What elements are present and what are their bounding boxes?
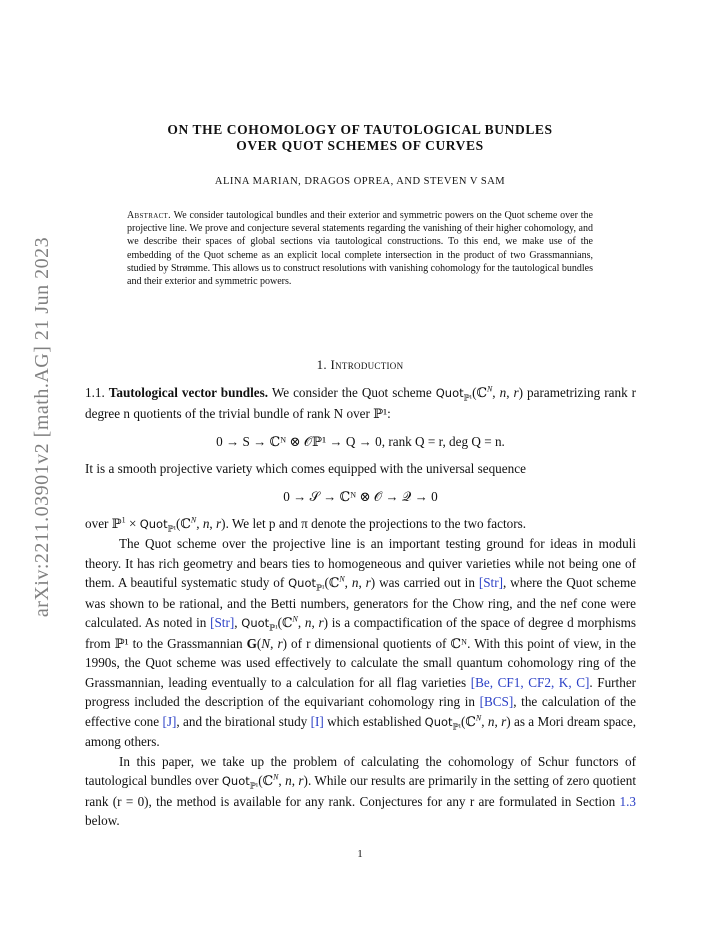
citation-link[interactable]: [J] <box>162 713 177 729</box>
citation-link[interactable]: CF1 <box>497 674 521 690</box>
citation-link[interactable]: Be <box>475 674 490 690</box>
arxiv-identifier: arXiv:2211.03901v2 [math.AG] 21 Jun 2023 <box>31 236 53 618</box>
section-heading: 1. Introduction <box>316 357 404 372</box>
page-number: 1 <box>357 848 363 860</box>
paper-title-line-1: ON THE COHOMOLOGY OF TAUTOLOGICAL BUNDLES <box>167 122 553 137</box>
body-text <box>85 383 636 831</box>
citation-link[interactable]: C <box>576 674 585 690</box>
subsection-title: Tautological vector bundles. <box>108 385 269 400</box>
abstract-heading: Abstract. <box>127 210 171 221</box>
paragraph: In this paper, we take up the problem of calculating the cohomology of Schur functors of tautological bundles over Quot$_{ℙ^1}$(ℂ$^N$, n, r). While our results are primarily in the setting of zero quotient rank (r = 0), the method is available for any rank. Conjectures for any r are formulated in Section 1.3 below. <box>85 753 637 828</box>
citation-link[interactable]: K <box>558 674 569 690</box>
citation-link[interactable]: [Str] <box>478 575 503 590</box>
paragraph: over ℙ$^1$ × Quot$_{ℙ^1}$(ℂ$^N$, n, r). We let p and π denote the projections to the two factors. <box>85 515 527 534</box>
citation-link[interactable]: [BCS] <box>479 694 514 709</box>
citation-link[interactable]: [Str] <box>210 615 235 630</box>
citation-link[interactable]: [I] <box>310 713 324 729</box>
abstract-text: We consider tautological bundles and their exterior and symmetric powers on the Quot scheme over the projective line. We prove and conjecture several statements regarding the vanishing of their higher cohomology, and we describe their spaces of global sections via tautological constructions. To this end, we make use of the embedding of the Quot scheme as an explicit local complete intersection in the product of two Grassmannians, studied by Strømme. This allows us to construct resolutions with vanishing cohomology for the tautological bundles and their exterior and symmetric powers. <box>127 210 593 288</box>
paragraph: The Quot scheme over the projective line is an important testing ground for ideas in moduli theory. It has rich geometry and bears ties to homogeneous and quiver varieties while not being one of them. A beautiful systematic study of Quot$_{ℙ^1}$(ℂ$^N$, n, r) was carried out in [Str], where the Quot scheme was shown to be rational, and the Betti numbers, generators for the Chow ring, and the nef cone were calculated. As noted in [Str], Quot$_{ℙ^1}$(ℂ$^N$, n, r) is a compactification of the space of degree d morphisms from ℙ¹ to the Grassmannian G(N, r) of r dimensional quotients of ℂᴺ. With this point of view, in the 1990s, the Quot scheme was used effectively to calculate the small quantum cohomology ring of the Grassmannian, leading eventually to a calculation for all flag varieties [Be, CF1, CF2, K, C]. Further progress included the description of the equivariant cohomology ring in [BCS], the calculation of the effective cone [J], and the birational study [I] which established Quot$_{ℙ^1}$(ℂ$^N$, n, r) as a Mori dream space, among others. <box>85 536 637 749</box>
citation-link[interactable]: CF2 <box>528 674 551 690</box>
paper-title-line-2: OVER QUOT SCHEMES OF CURVES <box>236 138 484 153</box>
equation: 0 → S → ℂᴺ ⊗ 𝒪ℙ¹ → Q → 0, rank Q = r, deg Q = n. <box>216 434 505 449</box>
abstract <box>127 209 593 288</box>
paragraph: It is a smooth projective variety which comes equipped with the universal sequence <box>85 460 526 476</box>
authors: ALINA MARIAN, DRAGOS OPREA, AND STEVEN V SAM <box>214 176 506 187</box>
paragraph: 1.1. Tautological vector bundles. We consider the Quot scheme Quot$_{ℙ^1}$(ℂ$^N$, n, r) parametrizing rank r degree n quotients of the trivial bundle of rank N over ℙ¹: <box>85 384 637 421</box>
equation: 0 → 𝒮 → ℂᴺ ⊗ 𝒪 → 𝒬 → 0 <box>283 489 438 504</box>
section-link[interactable]: 1.3 <box>619 793 637 809</box>
